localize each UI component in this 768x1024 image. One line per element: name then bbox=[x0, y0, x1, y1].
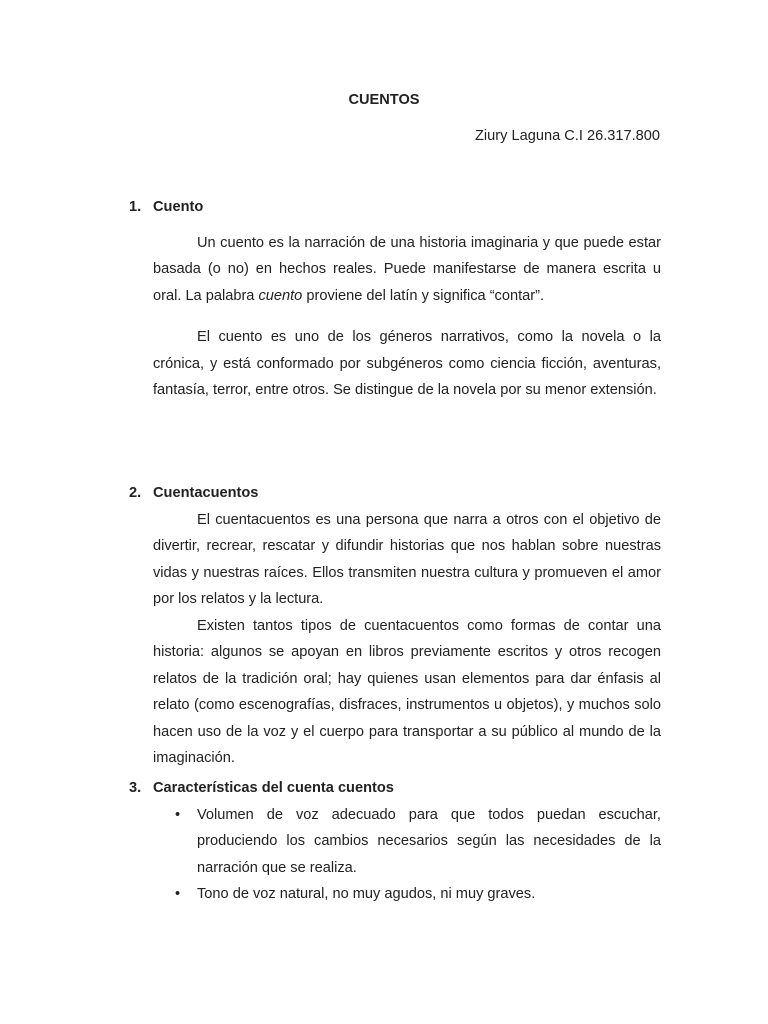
section-number: 2. bbox=[129, 485, 142, 501]
section-cuentacuentos bbox=[129, 480, 661, 772]
document-title: CUENTOS bbox=[348, 92, 420, 108]
section-body bbox=[153, 507, 661, 772]
section-title: Cuento bbox=[153, 199, 204, 215]
section-number: 3. bbox=[129, 780, 142, 796]
paragraph: El cuentacuentos es una persona que narra a otros con el objetivo de divertir, recrear, rescatar y difundir historias que nos hablan sobre nuestras vidas y nuestras raíces. Ellos transmiten nuestra cultura y promueven el amor por los relatos y la lectura. bbox=[153, 511, 661, 607]
section-heading bbox=[129, 480, 661, 507]
section-caracteristicas bbox=[129, 775, 661, 908]
list-item bbox=[153, 802, 661, 882]
emphasis-word: cuento bbox=[258, 287, 303, 304]
section-heading bbox=[129, 194, 661, 221]
paragraph bbox=[153, 230, 661, 310]
bullet-icon: • bbox=[175, 806, 181, 823]
section-heading bbox=[129, 775, 661, 802]
section-title: Características del cuenta cuentos bbox=[153, 780, 394, 796]
list-item bbox=[153, 881, 661, 908]
section-number: 1. bbox=[129, 199, 142, 215]
section-title: Cuentacuentos bbox=[153, 485, 259, 501]
list-item-text: Volumen de voz adecuado para que todos puedan escuchar, produciendo los cambios necesarios según las necesidades de la narración que se realiza. bbox=[197, 806, 661, 876]
paragraph: Existen tantos tipos de cuentacuentos como formas de contar una historia: algunos se apoyan en libros previamente escritos y otros recogen relatos de la tradición oral; hay quienes usan elementos para dar énfasis al relato (como escenografías, disfraces, instrumentos u objetos), y muchos solo hacen uso de la voz y el cuerpo para transportar a su público al mundo de la imaginación. bbox=[153, 617, 661, 766]
paragraph-text: Un cuento es la narración de una historia imaginaria y que puede estar basada (o no) en hechos reales. Puede manifestarse de manera escrita u oral. La palabra bbox=[153, 234, 661, 304]
author-line: Ziury Laguna C.I 26.317.800 bbox=[475, 128, 660, 144]
bullet-icon: • bbox=[175, 886, 181, 902]
bullet-list bbox=[153, 802, 661, 908]
section-cuento bbox=[129, 194, 661, 404]
paragraph: El cuento es uno de los géneros narrativos, como la novela o la crónica, y está conformado por subgéneros como ciencia ficción, aventuras, fantasía, terror, entre otros. Se distingue de la novela por su menor extensión. bbox=[153, 329, 661, 398]
list-item-text: Tono de voz natural, no muy agudos, ni muy graves. bbox=[197, 886, 536, 902]
paragraph-text: proviene del latín y significa “contar”. bbox=[302, 287, 545, 304]
section-body bbox=[153, 230, 661, 404]
